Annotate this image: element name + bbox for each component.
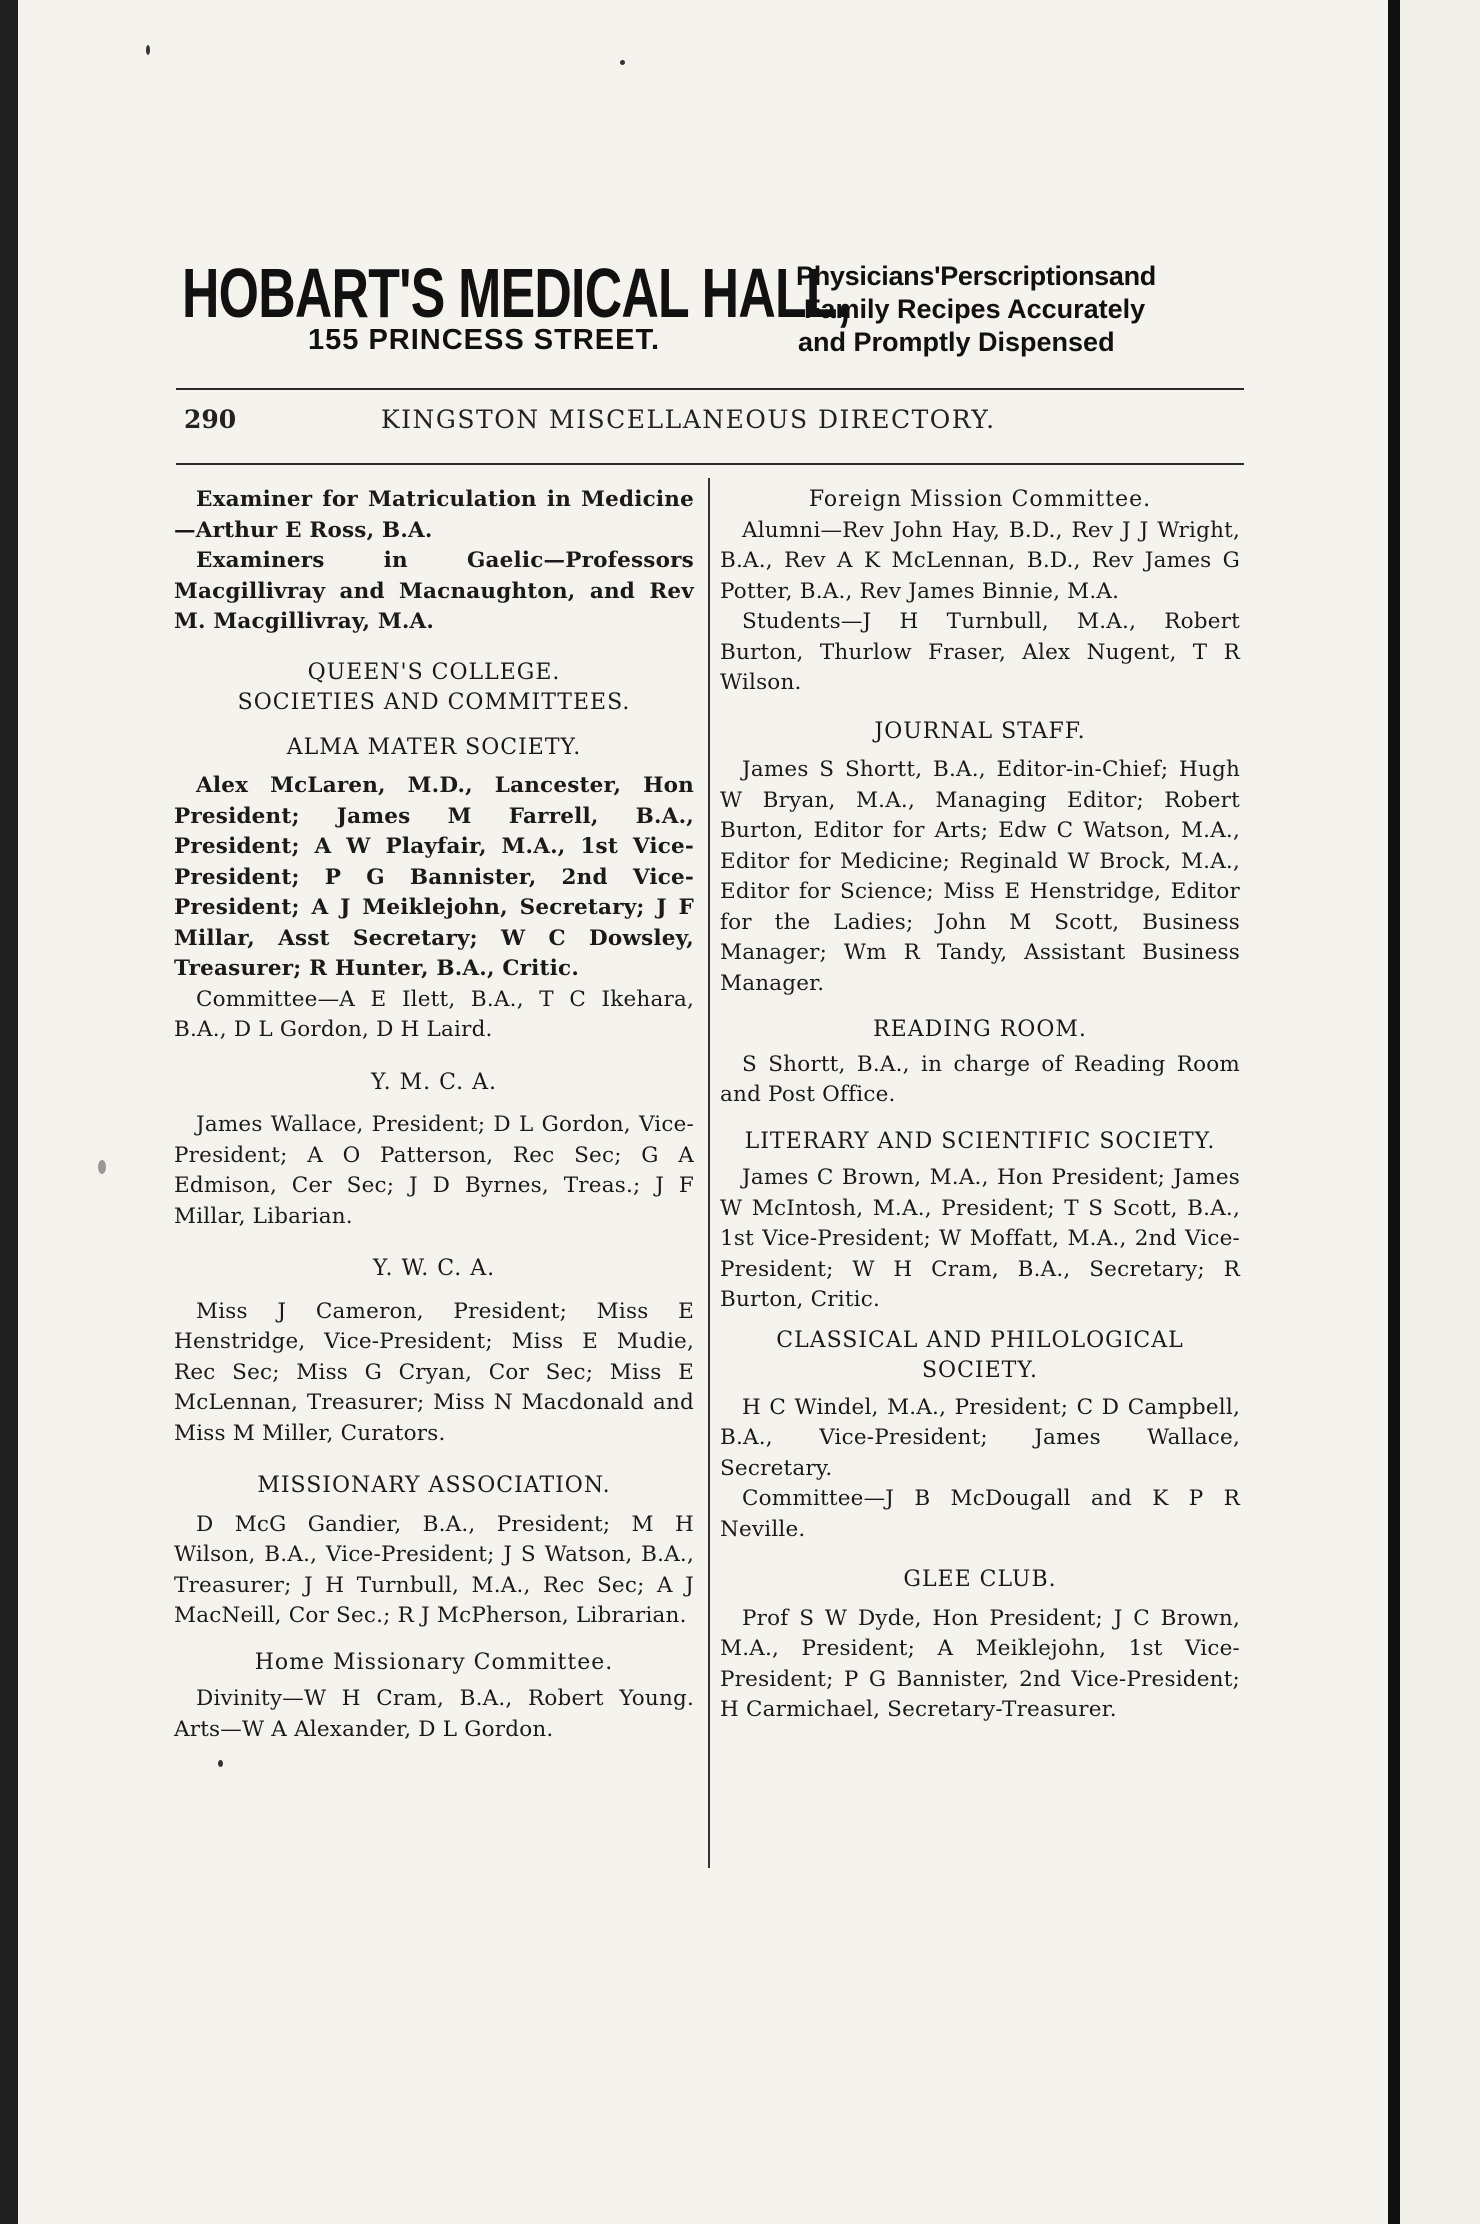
literary-heading: LITERARY AND SCIENTIFIC SOCIETY.	[744, 1128, 1216, 1154]
running-head	[176, 405, 1244, 445]
foreign-mission-alumni: Alumni—Rev John Hay, B.D., Rev J J Wright, B.A., Rev A K McLennan, B.D., Rev James G Potter, B.A., Rev James Binnie, M.A.	[720, 517, 1240, 604]
page-title: KINGSTON MISCELLANEOUS DIRECTORY.	[381, 405, 996, 434]
home-missionary-members: Divinity—W H Cram, B.A., Robert Young. Arts—W A Alexander, D L Gordon.	[174, 1686, 694, 1742]
scan-speck	[218, 1760, 223, 1767]
ywca-officers: Miss J Cameron, President; Miss E Henstridge, Vice-President; Miss E Mudie, Rec Sec; Miss G Cryan, Cor Sec; Miss E McLennan, Treasurer; Miss N Macdonald and Miss M Miller, Curators.	[174, 1298, 694, 1446]
header-rule-top	[176, 388, 1244, 390]
journal-heading: JOURNAL STAFF.	[874, 718, 1086, 744]
business-name: HOBART'S MEDICAL HALL,	[182, 254, 851, 332]
business-address: 155 PRINCESS STREET.	[308, 324, 660, 356]
scan-speck	[146, 45, 150, 55]
journal-members: James S Shortt, B.A., Editor-in-Chief; Hugh W Bryan, M.A., Managing Editor; Robert Burton, Editor for Arts; Edw C Watson, M.A., Editor for Medicine; Reginald W Brock, M.A., Editor for Science; Miss E Henstridge, Editor for the Ladies; John M Scott, Business Manager; Wm R Tandy, Assistant Business Manager.	[720, 757, 1240, 996]
college-subtitle: SOCIETIES AND COMMITTEES.	[237, 690, 631, 715]
alma-mater-committee: Committee—A E Ilett, B.A., T C Ikehara, B.A., D L Gordon, D H Laird.	[174, 986, 694, 1042]
scan-speck	[620, 60, 625, 65]
advertisement-tagline	[794, 260, 1254, 359]
scan-speck	[98, 1160, 106, 1174]
tagline-line: Physicians'Perscriptionsand	[796, 261, 1156, 291]
right-column	[720, 485, 1240, 1726]
examiners-matriculation: Examiner for Matriculation in Medicine—Arthur E Ross, B.A.	[174, 487, 694, 543]
scan-left-edge	[0, 0, 18, 2224]
alma-mater-officers: Alex McLaren, M.D., Lancester, Hon President; James M Farrell, B.A., President; A W Playfair, M.A., 1st Vice-President; P G Bannister, 2nd Vice-President; A J Meiklejohn, Secretary; J F Millar, Asst Secretary; W C Dowsley, Treasurer; R Hunter, B.A., Critic.	[174, 773, 694, 981]
glee-heading: GLEE CLUB.	[903, 1567, 1057, 1592]
classical-members: H C Windel, M.A., President; C D Campbell, B.A., Vice-President; James Wallace, Secretary.	[720, 1394, 1240, 1481]
left-column	[174, 485, 694, 1745]
tagline-line: and Promptly Dispensed	[798, 327, 1115, 357]
reading-room-heading: READING ROOM.	[873, 1017, 1087, 1042]
foreign-mission-students: Students—J H Turnbull, M.A., Robert Burton, Thurlow Fraser, Alex Nugent, T R Wilson.	[720, 609, 1240, 695]
ywca-heading: Y. W. C. A.	[372, 1256, 496, 1281]
alma-mater-heading: ALMA MATER SOCIETY.	[286, 734, 582, 760]
literary-members: James C Brown, M.A., Hon President; James W McIntosh, M.A., President; T S Scott, B.A., 1st Vice-President; W Moffatt, M.A., 2nd Vice-President; W H Cram, B.A., Secretary; R Burton, Critic.	[720, 1165, 1240, 1312]
column-divider	[708, 478, 710, 1868]
missionary-heading: MISSIONARY ASSOCIATION.	[257, 1473, 611, 1498]
adjacent-page-edge	[1400, 0, 1480, 2224]
tagline-line: Family Recipes Accurately	[804, 294, 1146, 324]
ymca-officers: James Wallace, President; D L Gordon, Vice-President; A O Patterson, Rec Sec; G A Edmison, Cer Sec; J D Byrnes, Treas.; J F Millar, Libarian.	[174, 1112, 694, 1229]
foreign-mission-heading: Foreign Mission Committee.	[808, 487, 1152, 512]
ymca-heading: Y. M. C. A.	[370, 1069, 498, 1095]
reading-room-text: S Shortt, B.A., in charge of Reading Room and Post Office.	[720, 1051, 1240, 1107]
advertisement-banner	[160, 254, 1250, 388]
missionary-officers: D McG Gandier, B.A., President; M H Wilson, B.A., Vice-President; J S Watson, B.A., Treasurer; J H Turnbull, M.A., Rec Sec; A J MacNeill, Cor Sec.; R J McPherson, Librarian.	[174, 1511, 694, 1628]
glee-members: Prof S W Dyde, Hon President; J C Brown, M.A., President; A Meiklejohn, 1st Vice-President; P G Bannister, 2nd Vice-President; H Carmichael, Secretary-Treasurer.	[720, 1605, 1240, 1722]
college-title: QUEEN'S COLLEGE.	[307, 659, 561, 685]
page-number: 290	[184, 405, 237, 434]
classical-committee: Committee—J B McDougall and K P R Neville.	[720, 1486, 1240, 1542]
examiners-gaelic: Examiners in Gaelic—Professors Macgillivray and Macnaughton, and Rev M. Macgillivray, M.A.	[174, 548, 694, 634]
home-missionary-heading: Home Missionary Committee.	[254, 1649, 614, 1675]
header-rule-bottom	[176, 463, 1244, 465]
classical-heading: CLASSICAL AND PHILOLOGICAL SOCIETY.	[776, 1327, 1184, 1383]
